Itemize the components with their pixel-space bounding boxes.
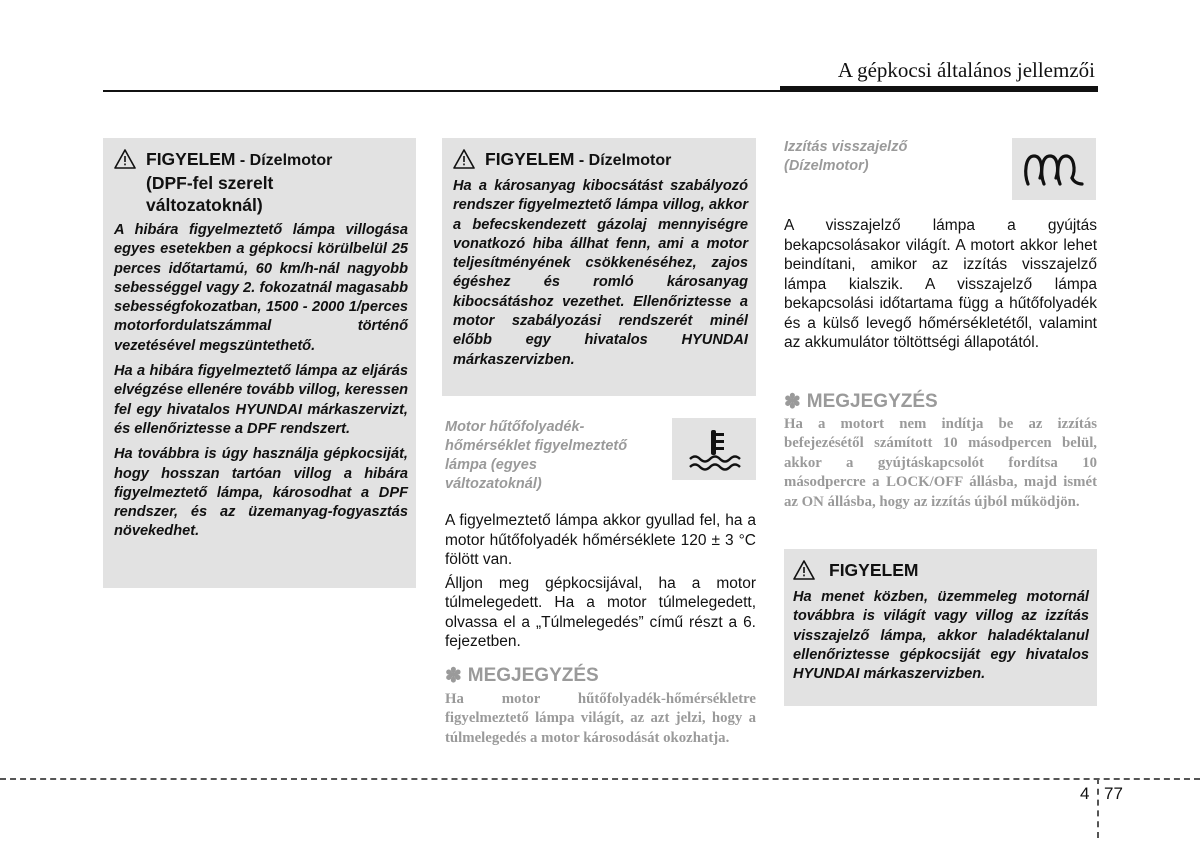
- warning-title: FIGYELEM: [829, 560, 919, 580]
- note-star-icon: ✽: [784, 391, 801, 413]
- note-body: Ha a motort nem indítja be az izzítás befejezésétől számított 10 másodpercen belül, akkor a gyújtáskapcsolót fordítsa 10 másodpercre a LOCK/OFF állásba, majd ismét az ON állásba, hogy az izzítás újból működjön.: [784, 416, 1097, 510]
- page-number: 77: [1104, 784, 1123, 803]
- warning-heading: [793, 559, 1089, 585]
- note-heading: [445, 663, 599, 688]
- glow-icon-box: [1012, 138, 1096, 200]
- coolant-section-body: [445, 511, 756, 656]
- warning-paragraph: Ha a hibára figyelmeztető lámpa az eljárás elvégzése ellenére tovább villog, keressen fel egy hivatalos HYUNDAI márkaszervizt, és ellenőriztesse a DPF rendszert.: [114, 363, 408, 437]
- warning-paragraph: Ha a károsanyag kibocsátást szabályozó rendszer figyelmeztető lámpa villog, akkor a befecskendezett gázolaj mennyiségre vonatkozó hiba állhat fenn, ami a motor teljesítményének csökkenéséhez, zajos égéshez és romló károsanyag kibocsátáshoz vezethet. Ellenőriztesse a motor szabályozási rendszerét minél előbb egy hivatalos HYUNDAI márkaszervizben.: [453, 178, 748, 368]
- warning-triangle-icon: [114, 149, 136, 174]
- warning-box-emission: [442, 138, 756, 396]
- page-header-title: A gépkocsi általános jellemzői: [837, 58, 1095, 82]
- warning-title-suffix: - Dízelmotor: [235, 152, 333, 169]
- coolant-section-title: Motor hűtőfolyadék- hőmérséklet figyelmeztető lámpa (egyes változatoknál): [445, 419, 628, 492]
- note-title: MEGJEGYZÉS: [806, 390, 938, 412]
- body-paragraph: A figyelmeztető lámpa akkor gyullad fel, ha a motor hűtőfolyadék hőmérséklete 120 ± 3 °C fölött van.: [445, 512, 756, 568]
- body-paragraph: Álljon meg gépkocsijával, ha a motor túlmelegedett. Ha a motor túlmelegedett, olvassa el a „Túlmelegedés” című részt a 6. fejezetben.: [445, 574, 756, 650]
- glow-plug-icon: [1022, 148, 1086, 190]
- note-body: Ha motor hűtőfolyadék-hőmérsékletre figyelmeztető lámpa világít, az azt jelzi, hogy a túlmelegedés a motor károsodását okozhatja.: [445, 691, 756, 746]
- warning-heading: [114, 148, 408, 216]
- warning-paragraph: Ha menet közben, üzemmeleg motornál továbbra is világít vagy villog az izzítás visszajelző lámpa, akkor haladéktalanul ellenőriztesse gépkocsiját egy hivatalos HYUNDAI márkaszervizben.: [793, 589, 1089, 683]
- warning-title-line2: (DPF-fel szerelt: [146, 173, 274, 193]
- header-rule-accent: [780, 86, 1098, 92]
- warning-title-suffix: - Dízelmotor: [574, 152, 672, 169]
- warning-box-glow: [784, 549, 1097, 706]
- warning-heading: [453, 148, 748, 174]
- coolant-temperature-icon: [686, 427, 742, 471]
- glow-section-title: Izzítás visszajelző (Dízelmotor): [784, 139, 908, 174]
- coolant-icon-box: [672, 418, 756, 480]
- note-star-icon: ✽: [445, 665, 462, 687]
- note-heading: [784, 389, 938, 414]
- footer-vertical-dash: [1097, 778, 1099, 838]
- glow-section-body: [784, 216, 1097, 357]
- footer-dashed-rule: [0, 778, 1200, 780]
- chapter-number: 4: [1080, 784, 1090, 803]
- warning-title: FIGYELEM: [485, 149, 575, 169]
- warning-paragraph: Ha továbbra is úgy használja gépkocsiját, hogy hosszan tartóan villog a hibára figyelmeztető lámpa, károsodhat a DPF rendszer, és az üzemanyag-fogyasztás növekedhet.: [114, 446, 408, 540]
- warning-triangle-icon: [793, 560, 815, 585]
- warning-box-dpf: [103, 138, 416, 588]
- warning-title: FIGYELEM: [146, 149, 236, 169]
- note-title: MEGJEGYZÉS: [467, 664, 599, 686]
- body-paragraph: A visszajelző lámpa a gyújtás bekapcsolásakor világít. A motort akkor lehet beindítani, amikor az izzítás visszajelző lámpa kialszik. A visszajelző lámpa bekapcsolási időtartama függ a hűtőfolyadék és a külső levegő hőmérsékletétől, valamint az akkumulátor töltöttségi állapotától.: [784, 217, 1097, 351]
- warning-title-line3: változatoknál): [146, 195, 263, 215]
- warning-paragraph: A hibára figyelmeztető lámpa villogása egyes esetekben a gépkocsi körülbelül 25 perces időtartamú, 60 km/h-nál nagyobb sebességgel vagy 2. fokozatnál magasabb sebességfokozatban, 1500 - 2000 1/perces motorfordulatszámmal történő vezetésével megszüntethető.: [114, 222, 408, 354]
- warning-triangle-icon: [453, 149, 475, 174]
